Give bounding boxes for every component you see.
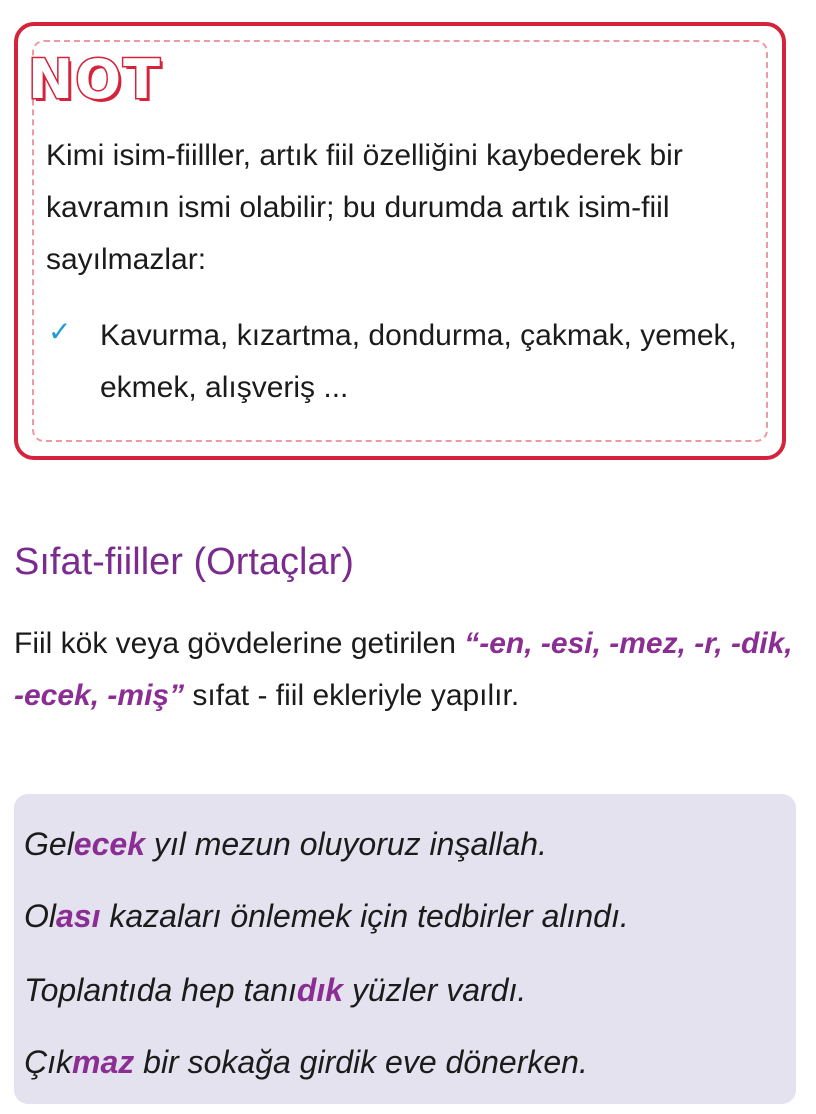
example-rest: yıl mezun oluyoruz inşallah. [144,826,547,862]
section-body-intro: Fiil kök veya gövdelerine getirilen [14,627,465,660]
example-suffix-highlight: dık [296,972,344,1008]
example-rest: kazaları önlemek için tedbirler alındı. [100,898,629,934]
example-sentence [24,896,629,936]
section-body [14,618,794,722]
example-prefix: Çık [24,1044,72,1080]
note-title: NOT [28,48,162,111]
section-body-outro: sıfat - fiil ekleriyle yapılır. [184,679,520,712]
example-suffix-highlight: ası [56,898,101,934]
example-prefix: Ol [24,898,56,934]
example-prefix: Toplantıda hep tanı [24,972,297,1008]
example-rest: yüzler vardı. [343,972,527,1008]
suffix-list: “-en, -esi, -mez, -r, -dik, -ecek, -miş” [14,627,793,712]
checkmark-icon: ✓ [48,316,72,347]
example-suffix-highlight: ecek [73,826,145,862]
example-rest: bir sokağa girdik eve dönerken. [134,1044,588,1080]
example-sentence [24,824,547,864]
example-sentence [24,1042,588,1082]
example-box [14,794,796,1104]
example-sentence [24,970,526,1010]
example-suffix-highlight: maz [72,1044,135,1080]
example-prefix: Gel [24,826,74,862]
section-title: Sıfat-fiiller (Ortaçlar) [14,541,354,583]
note-text: Kimi isim-fiilller, artık fiil özelliğini kaybederek bir kavramın ismi olabilir; bu durumda artık isim-fiil sayılmazlar: [46,139,683,276]
note-example-words: Kavurma, kızartma, dondurma, çakmak, yemek, ekmek, alışveriş ... [100,319,737,404]
